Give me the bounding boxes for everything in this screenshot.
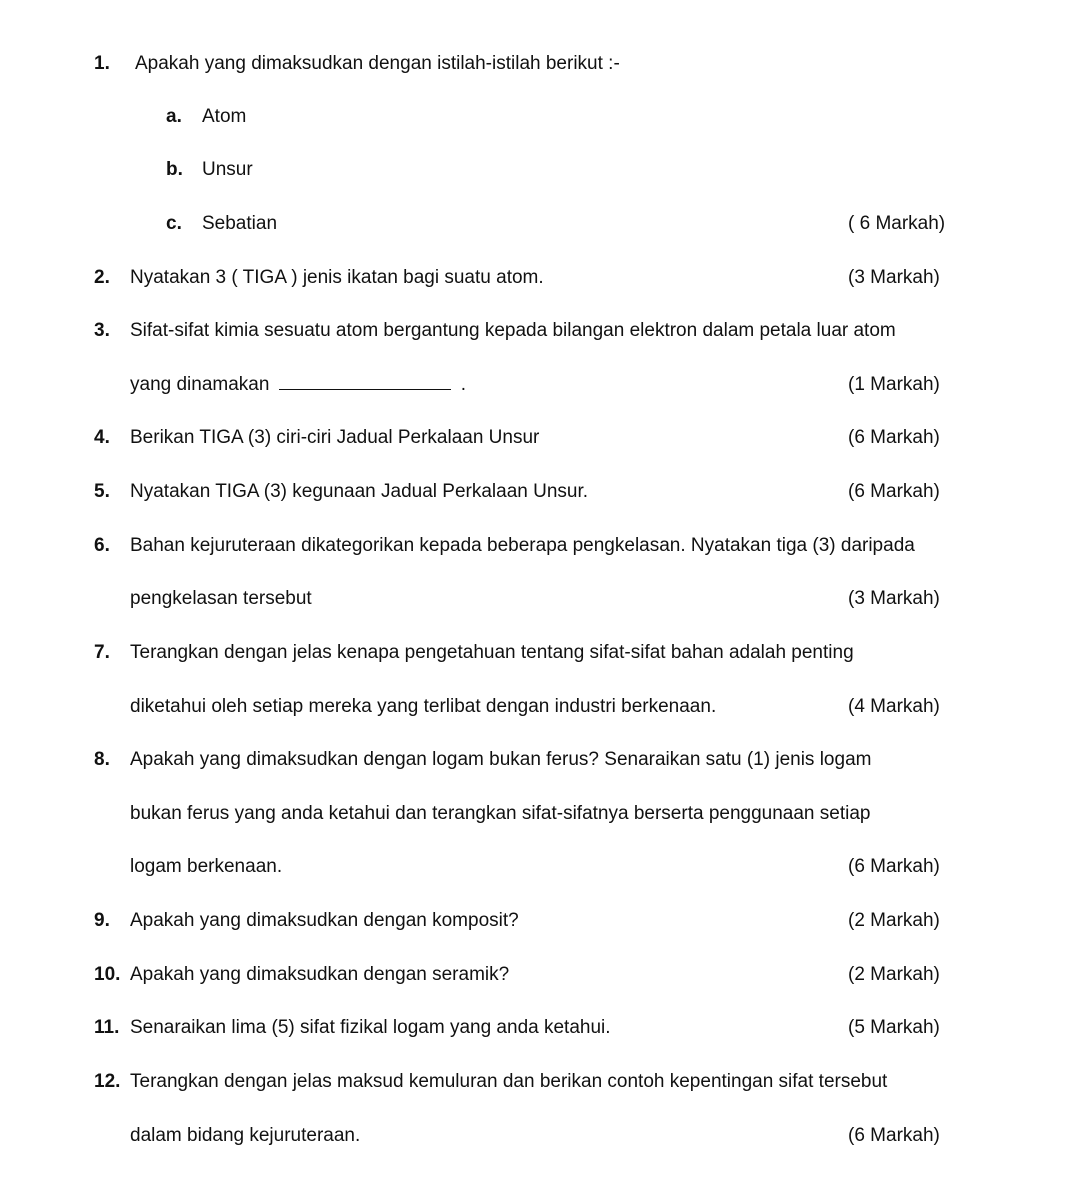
question-number: 2. [94, 267, 110, 288]
question-text: Terangkan dengan jelas maksud kemuluran dan berikan contoh kepentingan sifat tersebut [130, 1071, 888, 1092]
question-number: 10. [94, 964, 121, 985]
question-number: 5. [94, 481, 110, 502]
question-text-continued: diketahui oleh setiap mereka yang terlibat dengan industri berkenaan. [130, 696, 717, 717]
sub-item-letter: c. [166, 213, 182, 234]
sub-item-text: Sebatian [202, 213, 278, 234]
question-number: 8. [94, 749, 110, 770]
question-text: Bahan kejuruteraan dikategorikan kepada beberapa pengkelasan. Nyatakan tiga (3) daripada [130, 535, 915, 556]
answer-blank[interactable] [279, 375, 451, 390]
marks-label: (4 Markah) [848, 696, 940, 717]
question-text-continued: bukan ferus yang anda ketahui dan terangkan sifat-sifatnya berserta penggunaan setiap [130, 803, 871, 824]
marks-label: (6 Markah) [848, 1125, 940, 1146]
marks-label: (5 Markah) [848, 1017, 940, 1038]
question-number: 4. [94, 427, 110, 448]
question-text: Apakah yang dimaksudkan dengan istilah-istilah berikut :- [135, 53, 620, 74]
question-text: Terangkan dengan jelas kenapa pengetahuan tentang sifat-sifat bahan adalah penting [130, 642, 854, 663]
question-number: 12. [94, 1071, 121, 1092]
question-number: 1. [94, 53, 110, 74]
marks-label: (6 Markah) [848, 481, 940, 502]
marks-label: (6 Markah) [848, 427, 940, 448]
marks-label: (2 Markah) [848, 964, 940, 985]
marks-label: (6 Markah) [848, 856, 940, 877]
marks-label: (1 Markah) [848, 374, 940, 395]
marks-label: (3 Markah) [848, 267, 940, 288]
question-number: 6. [94, 535, 110, 556]
fill-in-prompt: yang dinamakan [130, 374, 270, 395]
question-text: Sifat-sifat kimia sesuatu atom bergantung kepada bilangan elektron dalam petala luar atom [130, 320, 896, 341]
sub-item-text: Unsur [202, 159, 253, 180]
sub-item-text: Atom [202, 106, 247, 127]
question-text: Nyatakan 3 ( TIGA ) jenis ikatan bagi suatu atom. [130, 267, 544, 288]
marks-label: (3 Markah) [848, 588, 940, 609]
question-text: Senaraikan lima (5) sifat fizikal logam yang anda ketahui. [130, 1017, 611, 1038]
sub-item-letter: b. [166, 159, 183, 180]
question-text-continued: dalam bidang kejuruteraan. [130, 1125, 361, 1146]
question-text: Apakah yang dimaksudkan dengan seramik? [130, 964, 510, 985]
question-number: 9. [94, 910, 110, 931]
question-text-continued [130, 373, 466, 397]
question-text: Apakah yang dimaksudkan dengan logam bukan ferus? Senaraikan satu (1) jenis logam [130, 749, 872, 770]
question-text-continued: pengkelasan tersebut [130, 588, 312, 609]
fill-in-end: . [460, 374, 466, 395]
marks-label: (2 Markah) [848, 910, 940, 931]
marks-label: ( 6 Markah) [848, 213, 946, 234]
question-number: 7. [94, 642, 110, 663]
question-text: Apakah yang dimaksudkan dengan komposit? [130, 910, 519, 931]
question-text: Berikan TIGA (3) ciri-ciri Jadual Perkalaan Unsur [130, 427, 540, 448]
question-text-continued: logam berkenaan. [130, 856, 283, 877]
sub-item-letter: a. [166, 106, 182, 127]
question-text: Nyatakan TIGA (3) kegunaan Jadual Perkalaan Unsur. [130, 481, 589, 502]
question-number: 3. [94, 320, 110, 341]
question-number: 11. [94, 1017, 120, 1038]
